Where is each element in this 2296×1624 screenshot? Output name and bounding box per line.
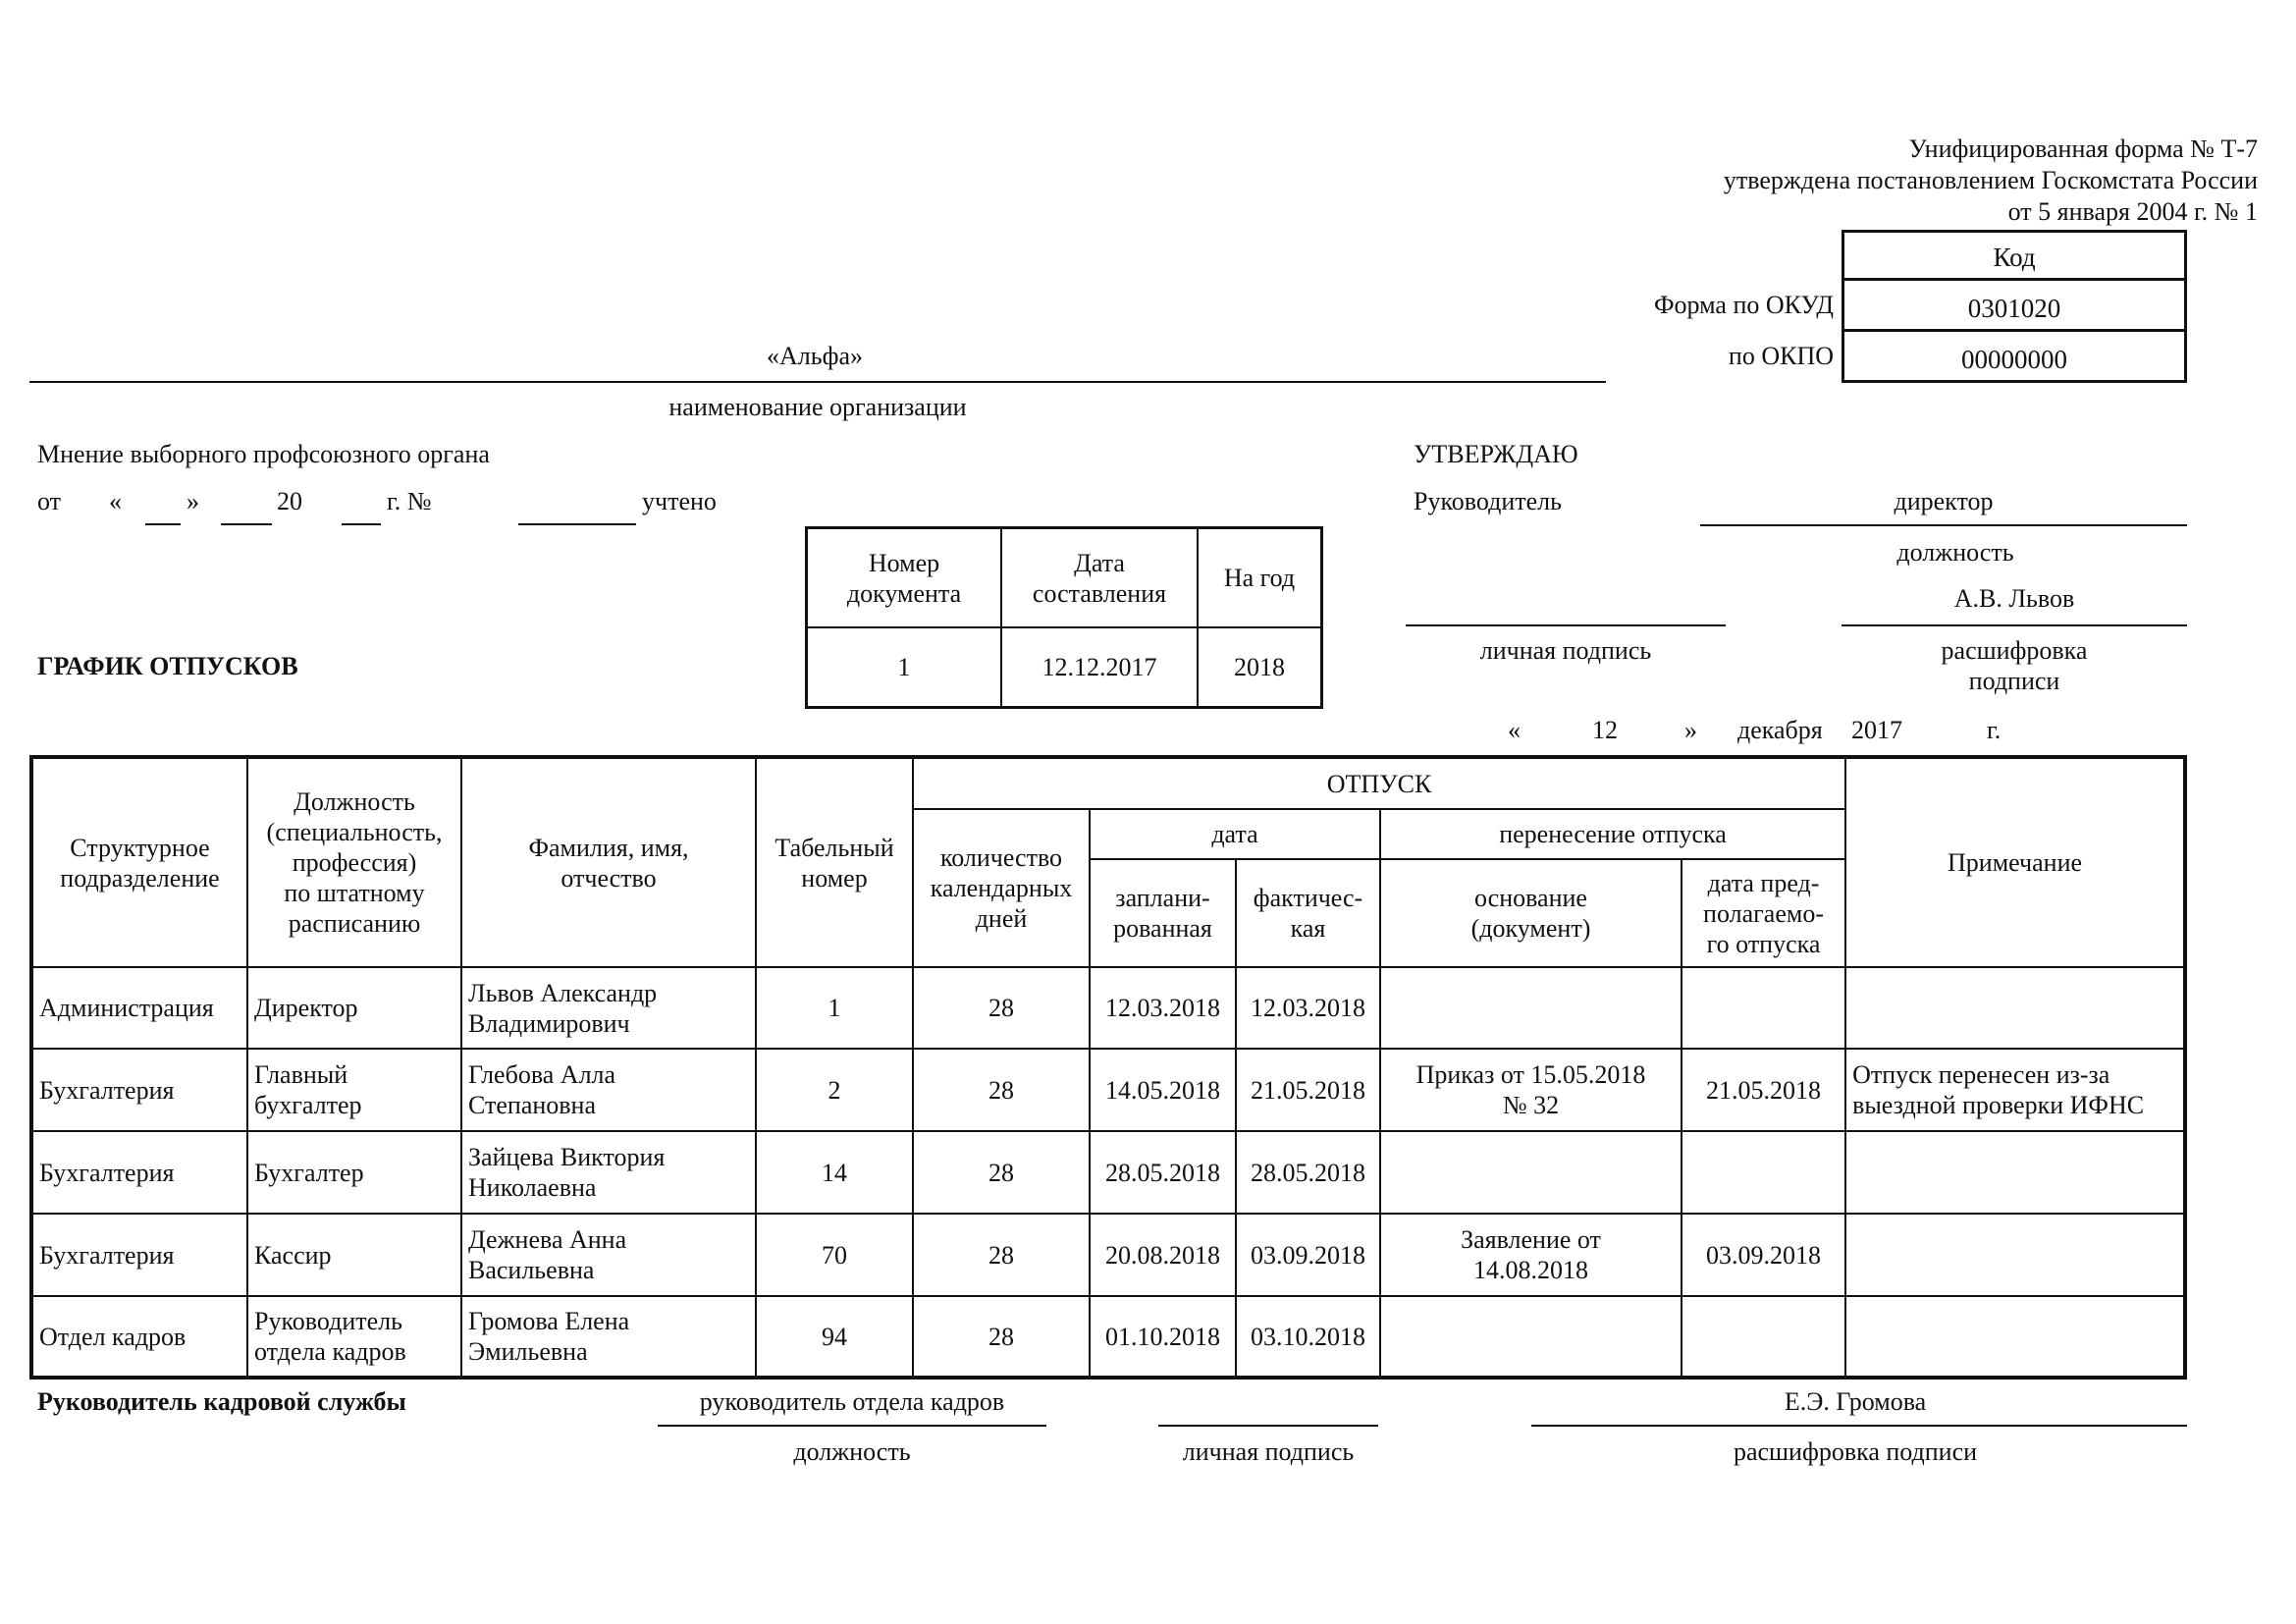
footer-position-caption: должность: [793, 1437, 911, 1466]
cell-tab-number[interactable]: 70: [756, 1214, 913, 1296]
cell-days[interactable]: 28: [913, 1214, 1090, 1296]
approve-year[interactable]: 2017: [1851, 716, 1902, 744]
table-row: [33, 967, 2183, 1049]
cell-expected-date[interactable]: [1682, 1131, 1845, 1214]
cell-planned[interactable]: 12.03.2018: [1090, 967, 1236, 1049]
table-row: [33, 1214, 2183, 1296]
approve-position-value[interactable]: директор: [1894, 487, 1994, 515]
cell-position[interactable]: Директор: [247, 967, 461, 1049]
cell-days[interactable]: 28: [913, 1296, 1090, 1376]
cell-name[interactable]: Глебова Алла Степановна: [461, 1049, 756, 1131]
codes-header: Код: [1993, 243, 2036, 272]
union-year-field[interactable]: [342, 523, 381, 525]
approve-month[interactable]: декабря: [1737, 716, 1823, 744]
cell-unit[interactable]: Бухгалтерия: [33, 1131, 247, 1214]
cell-expected-date[interactable]: 03.09.2018: [1682, 1214, 1845, 1296]
form-header-line-1: Унифицированная форма № Т-7: [1908, 135, 2258, 163]
cell-expected-date[interactable]: [1682, 967, 1845, 1049]
cell-position[interactable]: Бухгалтер: [247, 1131, 461, 1214]
document-title: ГРАФИК ОТПУСКОВ: [37, 652, 298, 680]
form-header-line-2: утверждена постановлением Госкомстата России: [1723, 166, 2258, 194]
organization-caption: наименование организации: [668, 393, 967, 421]
approve-open-quote: «: [1508, 716, 1521, 744]
cell-name[interactable]: Дежнева Анна Васильевна: [461, 1214, 756, 1296]
cell-basis[interactable]: [1380, 1131, 1682, 1214]
cell-unit[interactable]: Бухгалтерия: [33, 1049, 247, 1131]
cell-unit[interactable]: Бухгалтерия: [33, 1214, 247, 1296]
doc-number-value[interactable]: 1: [808, 627, 1001, 706]
table-row: [33, 1131, 2183, 1214]
header-basis: основание (документ): [1380, 859, 1682, 967]
cell-basis[interactable]: [1380, 967, 1682, 1049]
footer-signature-caption: личная подпись: [1182, 1437, 1355, 1466]
union-open-quote: «: [109, 487, 122, 515]
union-label: Мнение выборного профсоюзного органа: [37, 440, 490, 468]
header-vacation: ОТПУСК: [913, 759, 1845, 809]
cell-note[interactable]: [1845, 1131, 2183, 1214]
form-header-line-3: от 5 января 2004 г. № 1: [2007, 197, 2258, 226]
footer-decode-caption: расшифровка подписи: [1733, 1437, 1978, 1466]
cell-basis[interactable]: Заявление от 14.08.2018: [1380, 1214, 1682, 1296]
codes-table: [1842, 230, 2187, 383]
organization-underline: [29, 381, 1606, 383]
header-days: количество календарных дней: [913, 809, 1090, 967]
approve-decode-caption-1: расшифровка: [1941, 636, 2088, 665]
union-number-field[interactable]: [518, 523, 636, 525]
table-row: [33, 1296, 2183, 1376]
footer-signature-line[interactable]: [1158, 1425, 1378, 1427]
cell-note[interactable]: [1845, 1296, 2183, 1376]
header-date: дата: [1090, 809, 1380, 859]
cell-unit[interactable]: Отдел кадров: [33, 1296, 247, 1376]
doc-col-year: На год: [1198, 529, 1320, 627]
cell-days[interactable]: 28: [913, 1049, 1090, 1131]
header-actual: фактичес- кая: [1236, 859, 1380, 967]
union-month-field[interactable]: [221, 523, 272, 525]
table-row: [33, 1049, 2183, 1131]
cell-planned[interactable]: 20.08.2018: [1090, 1214, 1236, 1296]
header-planned: заплани- рованная: [1090, 859, 1236, 967]
union-from: от: [37, 487, 62, 515]
cell-note[interactable]: [1845, 967, 2183, 1049]
cell-name[interactable]: Львов Александр Владимирович: [461, 967, 756, 1049]
doc-date-value[interactable]: 12.12.2017: [1001, 627, 1198, 706]
header-unit: Структурное подразделение: [33, 759, 247, 967]
header-transfer: перенесение отпуска: [1380, 809, 1845, 859]
cell-tab-number[interactable]: 94: [756, 1296, 913, 1376]
okud-label: Форма по ОКУД: [1654, 291, 1834, 319]
approve-name-value[interactable]: А.В. Львов: [1953, 584, 2075, 613]
footer-position-line: [658, 1425, 1046, 1427]
cell-note[interactable]: [1845, 1214, 2183, 1296]
okpo-label: по ОКПО: [1728, 342, 1834, 370]
approve-signature-caption: личная подпись: [1479, 636, 1652, 665]
approve-year-suffix: г.: [1987, 716, 2002, 744]
cell-expected-date[interactable]: [1682, 1296, 1845, 1376]
header-tab-number: Табельный номер: [756, 759, 913, 967]
cell-position[interactable]: Руководитель отдела кадров: [247, 1296, 461, 1376]
header-position: Должность (специальность, профессия) по штатному расписанию: [247, 759, 461, 967]
approve-position-caption: должность: [1896, 538, 2014, 567]
cell-name[interactable]: Громова Елена Эмильевна: [461, 1296, 756, 1376]
approve-close-quote: »: [1684, 716, 1697, 744]
vacation-schedule-table: [29, 755, 2187, 1380]
cell-actual[interactable]: 12.03.2018: [1236, 967, 1380, 1049]
union-day-field[interactable]: [145, 523, 181, 525]
organization-name[interactable]: «Альфа»: [767, 342, 863, 370]
approve-name-line: [1842, 624, 2187, 626]
union-year-prefix: 20: [277, 487, 302, 515]
cell-position[interactable]: Главный бухгалтер: [247, 1049, 461, 1131]
cell-position[interactable]: Кассир: [247, 1214, 461, 1296]
cell-actual[interactable]: 03.10.2018: [1236, 1296, 1380, 1376]
approve-decode-caption-2: подписи: [1968, 667, 2060, 695]
union-taken: учтено: [642, 487, 717, 515]
cell-actual[interactable]: 21.05.2018: [1236, 1049, 1380, 1131]
cell-tab-number[interactable]: 14: [756, 1131, 913, 1214]
cell-planned[interactable]: 28.05.2018: [1090, 1131, 1236, 1214]
footer-name-line: [1531, 1425, 2187, 1427]
cell-actual[interactable]: 03.09.2018: [1236, 1214, 1380, 1296]
cell-tab-number[interactable]: 1: [756, 967, 913, 1049]
footer-hr-label: Руководитель кадровой службы: [37, 1387, 406, 1416]
header-expected-date: дата пред- полагаемо- го отпуска: [1682, 859, 1845, 967]
cell-basis[interactable]: [1380, 1296, 1682, 1376]
approve-head-label: Руководитель: [1414, 487, 1562, 515]
cell-planned[interactable]: 01.10.2018: [1090, 1296, 1236, 1376]
header-name: Фамилия, имя, отчество: [461, 759, 756, 967]
okud-value[interactable]: 0301020: [1967, 294, 2061, 323]
cell-note[interactable]: Отпуск перенесен из-за выездной проверки ИФНС: [1845, 1049, 2183, 1131]
doc-col-number: Номер документа: [808, 529, 1001, 627]
cell-expected-date[interactable]: 21.05.2018: [1682, 1049, 1845, 1131]
union-year-suffix: г. №: [387, 487, 432, 515]
footer-position-value[interactable]: руководитель отдела кадров: [699, 1387, 1005, 1416]
cell-tab-number[interactable]: 2: [756, 1049, 913, 1131]
approve-signature-line[interactable]: [1406, 624, 1726, 626]
union-close-quote: »: [187, 487, 199, 515]
approve-day[interactable]: 12: [1592, 716, 1618, 744]
cell-days[interactable]: 28: [913, 967, 1090, 1049]
header-note: Примечание: [1845, 759, 2183, 967]
approve-position-line: [1700, 524, 2187, 526]
cell-days[interactable]: 28: [913, 1131, 1090, 1214]
cell-planned[interactable]: 14.05.2018: [1090, 1049, 1236, 1131]
doc-col-date: Дата составления: [1001, 529, 1198, 627]
cell-actual[interactable]: 28.05.2018: [1236, 1131, 1380, 1214]
doc-year-value[interactable]: 2018: [1198, 627, 1320, 706]
footer-name-value[interactable]: Е.Э. Громова: [1784, 1387, 1927, 1416]
approve-title: УТВЕРЖДАЮ: [1414, 440, 1578, 468]
cell-basis[interactable]: Приказ от 15.05.2018 № 32: [1380, 1049, 1682, 1131]
cell-name[interactable]: Зайцева Виктория Николаевна: [461, 1131, 756, 1214]
okpo-value[interactable]: 00000000: [1961, 345, 2067, 374]
document-number-table: [805, 526, 1323, 709]
cell-unit[interactable]: Администрация: [33, 967, 247, 1049]
